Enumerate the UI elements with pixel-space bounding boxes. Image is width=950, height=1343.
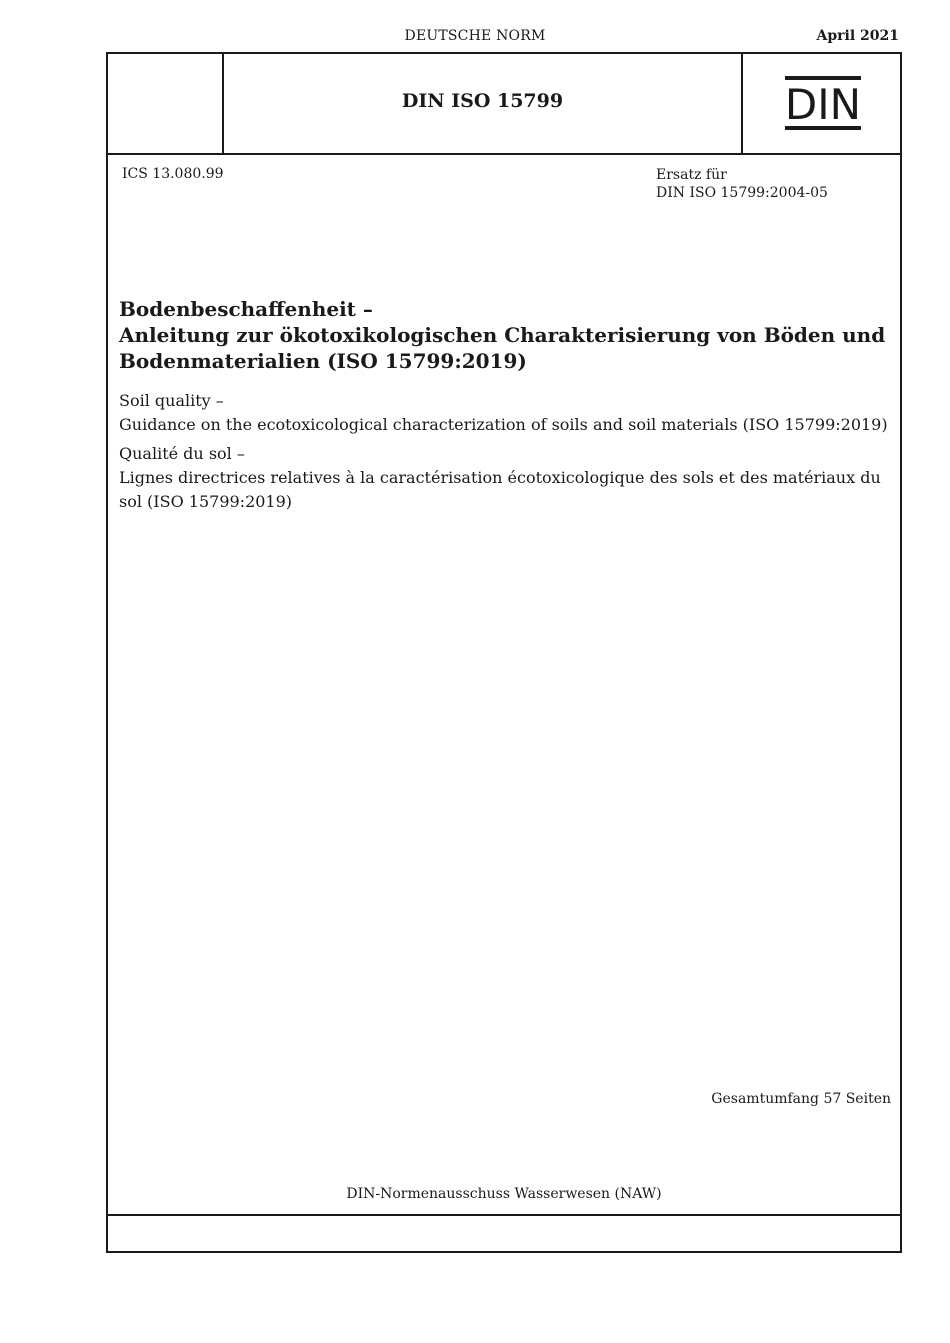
document-series: DEUTSCHE NORM <box>404 28 546 44</box>
replaces-block <box>656 166 828 202</box>
norm-number: DIN ISO 15799 <box>401 89 564 112</box>
logo-text: DIN <box>785 80 861 129</box>
publication-date: April 2021 <box>816 28 899 44</box>
header-empty-cell <box>108 54 224 153</box>
title-french-line2: Lignes directrices relatives à la caractérisation écotoxicologique des sols et des matériaux du sol (ISO 15799:2019) <box>119 468 881 511</box>
replaces-label: Ersatz für <box>656 167 727 183</box>
din-logo-icon <box>785 76 861 130</box>
title-german <box>119 296 889 374</box>
title-page-frame <box>106 52 902 1253</box>
replaces-value: DIN ISO 15799:2004-05 <box>656 185 828 201</box>
header-title-cell <box>224 54 743 153</box>
header-row <box>108 54 900 155</box>
title-english-line2: Guidance on the ecotoxicological characterization of soils and soil materials (ISO 15799:2019) <box>119 415 888 434</box>
title-english <box>119 389 894 437</box>
title-german-line2: Anleitung zur ökotoxikologischen Charakterisierung von Böden und Bodenmaterialien (ISO 15799:2019) <box>119 323 886 373</box>
title-english-line1: Soil quality – <box>119 391 224 410</box>
footer-divider <box>108 1214 900 1216</box>
title-french <box>119 442 889 514</box>
title-french-line1: Qualité du sol – <box>119 444 245 463</box>
committee-name: DIN-Normenausschuss Wasserwesen (NAW) <box>346 1186 662 1202</box>
title-german-line1: Bodenbeschaffenheit – <box>119 297 373 321</box>
page-count: Gesamtumfang 57 Seiten <box>711 1091 891 1107</box>
ics-code: ICS 13.080.99 <box>122 166 224 182</box>
header-logo-cell <box>743 54 900 153</box>
